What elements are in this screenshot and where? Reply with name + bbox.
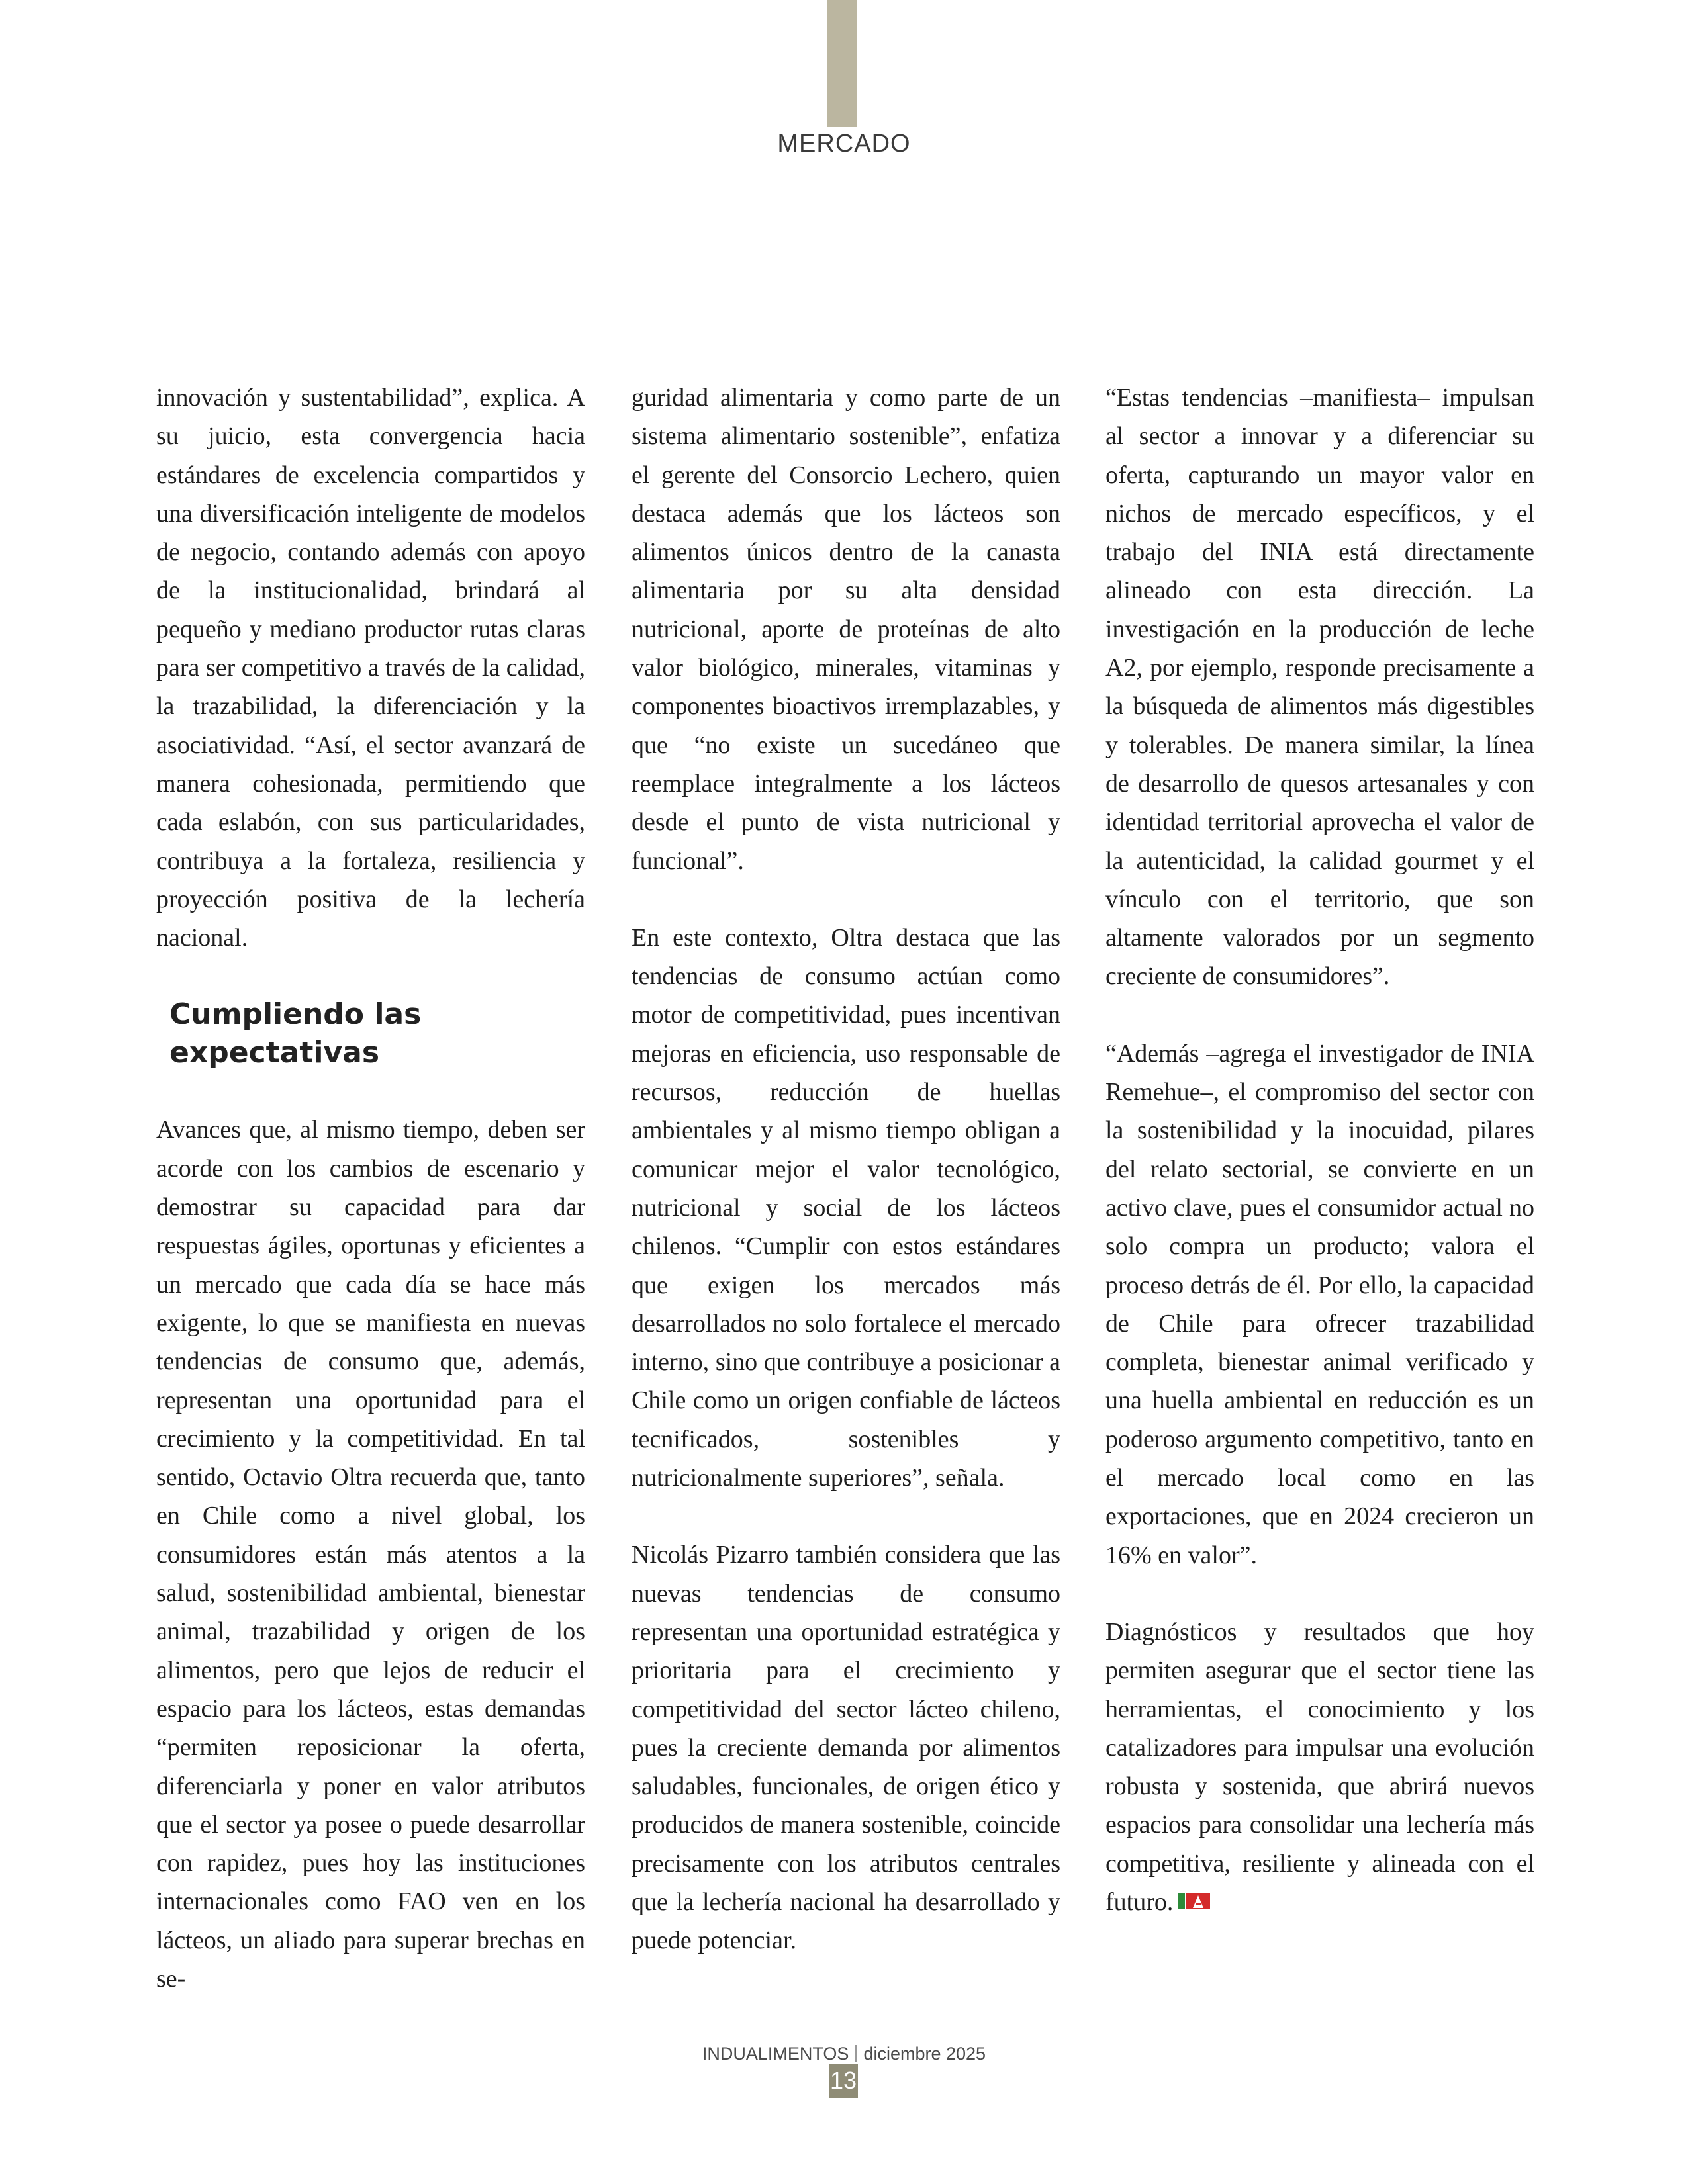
publication-name: INDUALIMENTOS bbox=[702, 2044, 849, 2064]
col2-paragraph-2: En este contexto, Oltra destaca que las tendencias de consumo actúan como motor de competitividad, pues incentivan mejoras en eficiencia, uso responsable de recursos, reducción de huellas ambientales y al mismo tiempo obligan a comunicar mejor el valor tecnológico, nutricional y social de los lácteos chilenos. “Cumplir con estos estándares que exigen los mercados más desarrollados no solo fortalece el mercado interno, sino que contribuye a posicionar a Chile como un origen confiable de lácteos tecnificados, sostenibles y nutricionalmente superiores”, señala. bbox=[632, 923, 1060, 1492]
column-1 bbox=[156, 379, 585, 1998]
col2-paragraph-3: Nicolás Pizarro también considera que las nuevas tendencias de consumo representan una oportunidad estratégica y prioritaria para el crecimiento y competitividad del sector lácteo chileno, pues la creciente demanda por alimentos saludables, funcionales, de origen ético y producidos de manera sostenible, coincide precisamente con los atributos centrales que la lechería nacional ha desarrollado y puede potenciar. bbox=[632, 1541, 1060, 1955]
col3-paragraph-3-text: Diagnósticos y resultados que hoy permiten asegurar que el sector tiene las herramientas, el conocimiento y los catalizadores para impulsar una evolución robusta y sostenida, que abrirá nuevos espacios para consolidar una lechería más competitiva, resiliente y alineada con el futuro. bbox=[1105, 1617, 1534, 1916]
col1-paragraph-2: Avances que, al mismo tiempo, deben ser acorde con los cambios de escenario y demostrar su capacidad para dar respuestas ágiles, oportunas y eficientes a un mercado que cada día se hace más exigente, lo que se manifiesta en nuevas tendencias de consumo que, además, representan una oportunidad para el crecimiento y la competitividad. En tal sentido, Octavio Oltra recuerda que, tanto en Chile como a nivel global, los consumidores están más atentos a la salud, sostenibilidad ambiental, bienestar animal, trazabilidad y origen de los alimentos, pero que lejos de reducir el espacio para los lácteos, estas demandas “permiten reposicionar la oferta, diferenciarla y poner en valor atributos que el sector ya posee o puede desarrollar con rapidez, pues hoy las instituciones internacionales como FAO ven en los lácteos, un aliado para superar brechas en se- bbox=[156, 1116, 585, 1993]
col3-paragraph-3 bbox=[1105, 1613, 1534, 1921]
section-label: MERCADO bbox=[777, 130, 911, 158]
publication-date: diciembre 2025 bbox=[863, 2044, 986, 2064]
column-3 bbox=[1105, 379, 1534, 1921]
col3-paragraph-1: “Estas tendencias –manifiesta– impulsan al sector a innovar y a diferenciar su oferta, capturando un mayor valor en nichos de mercado específicos, y el trabajo del INIA está directamente alineado con esta dirección. La investigación en la producción de leche A2, por ejemplo, responde precisamente a la búsqueda de alimentos más digestibles y tolerables. De manera similar, la línea de desarrollo de quesos artesanales y con identidad territorial aprovecha el valor de la autenticidad, la calidad gourmet y el vínculo con el territorio, que son altamente valorados por un segmento creciente de consumidores”. bbox=[1105, 384, 1534, 991]
column-2 bbox=[632, 379, 1060, 1960]
col1-paragraph-1: innovación y sustentabilidad”, explica. A su juicio, esta convergencia hacia estándares de excelencia compartidos y una diversificación inteligente de modelos de negocio, contando además con apoyo de la institucionalidad, brindará al pequeño y mediano productor rutas claras para ser competitivo a través de la calidad, la trazabilidad, la diferenciación y la asociatividad. “Así, el sector avanzará de manera cohesionada, permitiendo que cada eslabón, con sus particularidades, contribuya a la fortaleza, resiliencia y proyección positiva de la lechería nacional. bbox=[156, 384, 585, 952]
footer bbox=[0, 2044, 1688, 2064]
subheading: Cumpliendo las expectativas bbox=[169, 997, 422, 1070]
ia-end-logo-icon bbox=[1177, 1891, 1211, 1911]
page-number: 13 bbox=[829, 2064, 858, 2098]
col2-paragraph-1: guridad alimentaria y como parte de un sistema alimentario sostenible”, enfatiza el gerente del Consorcio Lechero, quien destaca además que los lácteos son alimentos únicos dentro de la canasta alimentaria por su alta densidad nutricional, aporte de proteínas de alto valor biológico, minerales, vitaminas y componentes bioactivos irremplazables, y que “no existe un sucedáneo que reemplace integralmente a los lácteos desde el punto de vista nutricional y funcional”. bbox=[632, 384, 1060, 875]
col3-paragraph-2: “Además –agrega el investigador de INIA Remehue–, el compromiso del sector con la sostenibilidad y la inocuidad, pilares del relato sectorial, se convierte en un activo clave, pues el consumidor actual no solo compra un producto; valora el proceso detrás de él. Por ello, la capacidad de Chile para ofrecer trazabilidad completa, bienestar animal verificado y una huella ambiental en reducción es un poderoso argumento competitivo, tanto en el mercado local como en las exportaciones, que en 2024 crecieron un 16% en valor”. bbox=[1105, 1039, 1534, 1569]
footer-separator bbox=[855, 2045, 857, 2062]
top-accent-bar bbox=[827, 0, 857, 127]
